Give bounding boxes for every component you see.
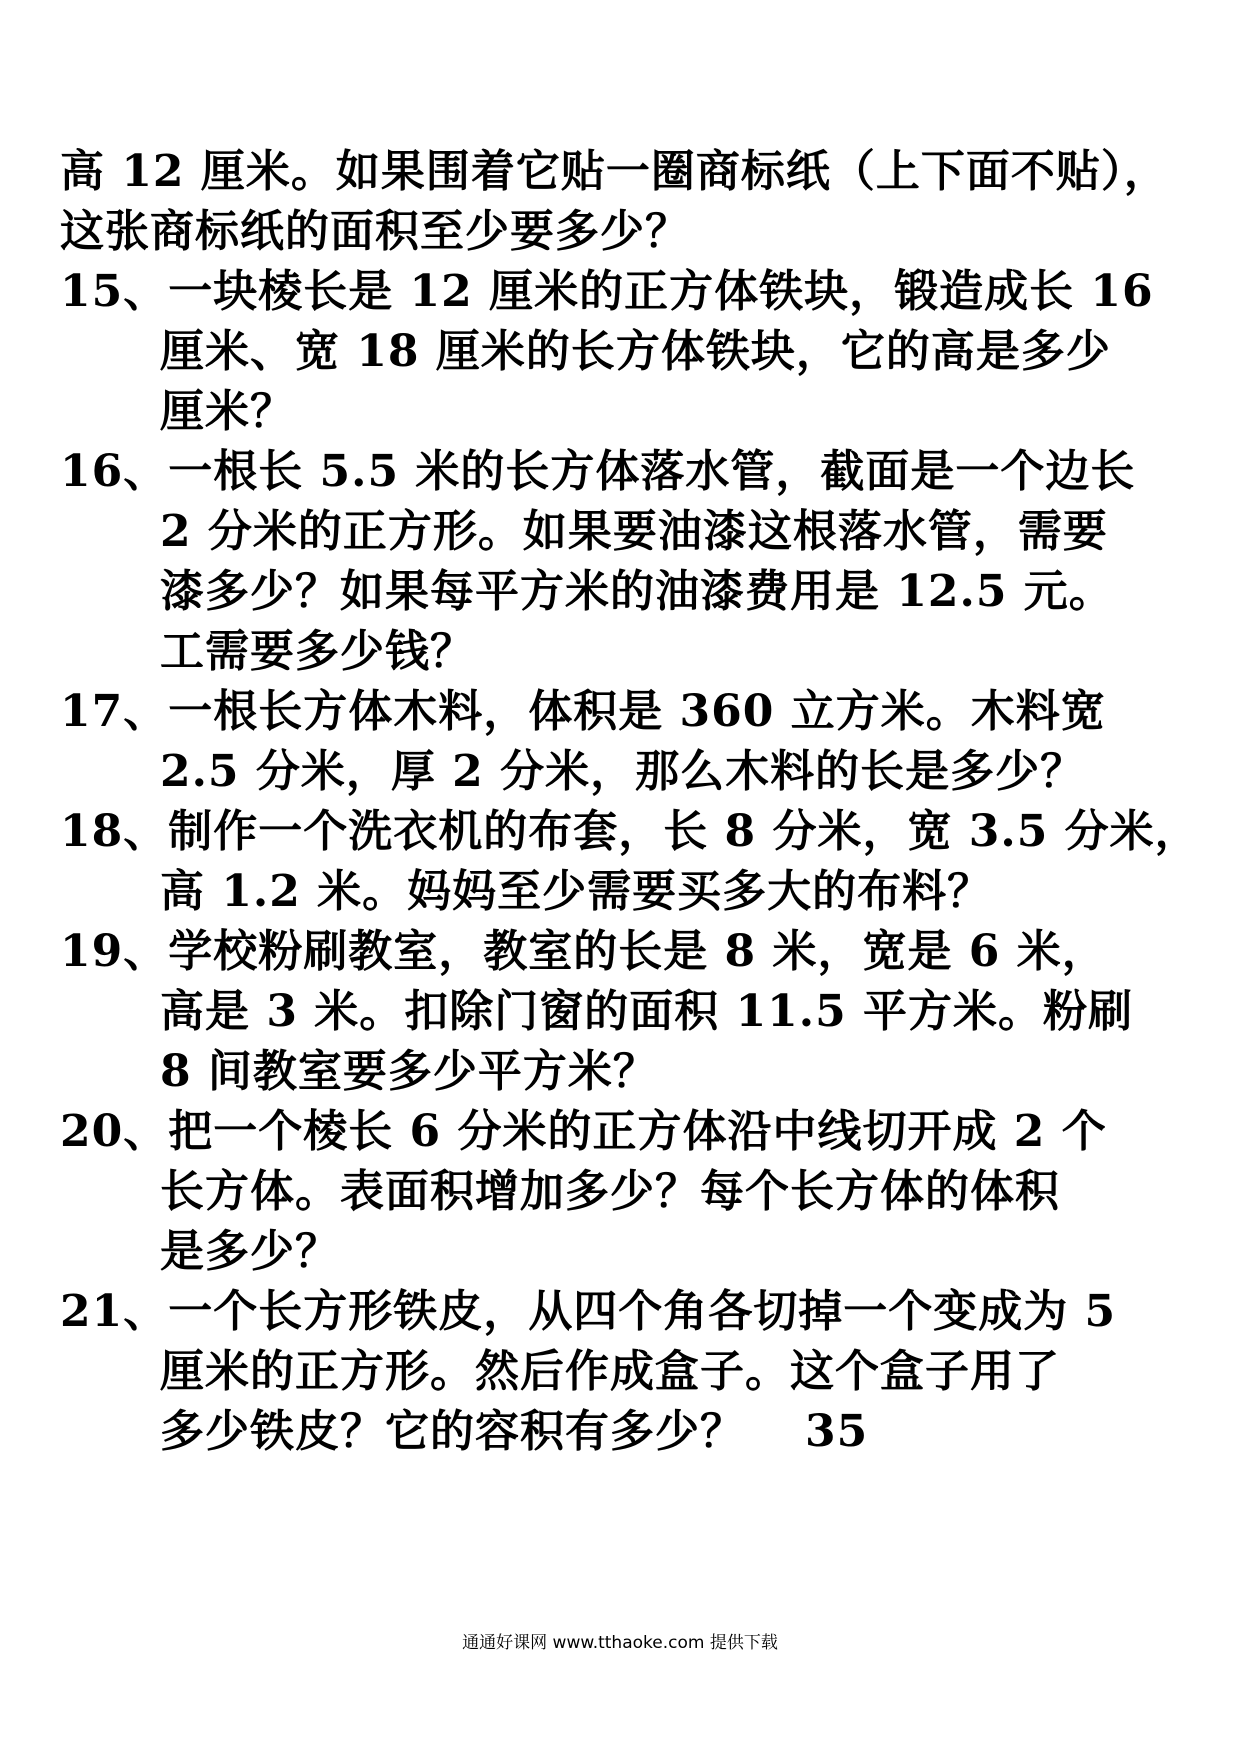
problem-15-line: 15、一块棱长是 12 厘米的正方体铁块，锻造成长 16 (60, 266, 1154, 317)
problem-16-line: 漆多少？如果每平方米的油漆费用是 12.5 元。 (160, 566, 1114, 617)
intro-line: 这张商标纸的面积至少要多少？ (60, 206, 690, 257)
problem-16-line: 工需要多少钱？ (160, 626, 475, 677)
problem-15-line: 厘米、宽 18 厘米的长方体铁块，它的高是多少 (160, 326, 1111, 377)
problem-19-line: 19、学校粉刷教室，教室的长是 8 米，宽是 6 米， (60, 926, 1107, 977)
problem-18-line: 18、制作一个洗衣机的布套，长 8 分米，宽 3.5 分米， (60, 806, 1200, 857)
problem-15-line: 厘米？ (160, 386, 295, 437)
problem-16-line: 2 分米的正方形。如果要油漆这根落水管，需要 (160, 506, 1108, 557)
problem-17-line: 17、一根长方体木料，体积是 360 立方米。木料宽 (60, 686, 1106, 737)
problem-21-line: 21、一个长方形铁皮，从四个角各切掉一个变成为 5 (60, 1286, 1117, 1337)
problem-21-line: 多少铁皮？它的容积有多少？ (160, 1406, 745, 1457)
problem-19-line: 8 间教室要多少平方米？ (160, 1046, 658, 1097)
problem-18-line: 高 1.2 米。妈妈至少需要买多大的布料？ (160, 866, 993, 917)
problem-20-line: 长方体。表面积增加多少？每个长方体的体积 (160, 1166, 1060, 1217)
problem-21-last-line (60, 1402, 1190, 1462)
problem-17-line: 2.5 分米，厚 2 分米，那么木料的长是多少？ (160, 746, 1086, 797)
problem-21-line: 厘米的正方形。然后作成盒子。这个盒子用了 (160, 1346, 1060, 1397)
problem-16-line: 16、一根长 5.5 米的长方体落水管，截面是一个边长 (60, 446, 1136, 497)
footer-credit: 通通好课网 www.tthaoke.com 提供下载 (462, 1633, 778, 1653)
intro-line: 高 12 厘米。如果围着它贴一圈商标纸（上下面不贴）， (60, 146, 1169, 197)
problem-20-line: 20、把一个棱长 6 分米的正方体沿中线切开成 2 个 (60, 1106, 1107, 1157)
problem-19-line: 高是 3 米。扣除门窗的面积 11.5 平方米。粉刷 (160, 986, 1134, 1037)
problem-20-line: 是多少？ (160, 1226, 340, 1277)
page-number: 35 (805, 1406, 869, 1457)
problem-text-block (60, 142, 1200, 1462)
